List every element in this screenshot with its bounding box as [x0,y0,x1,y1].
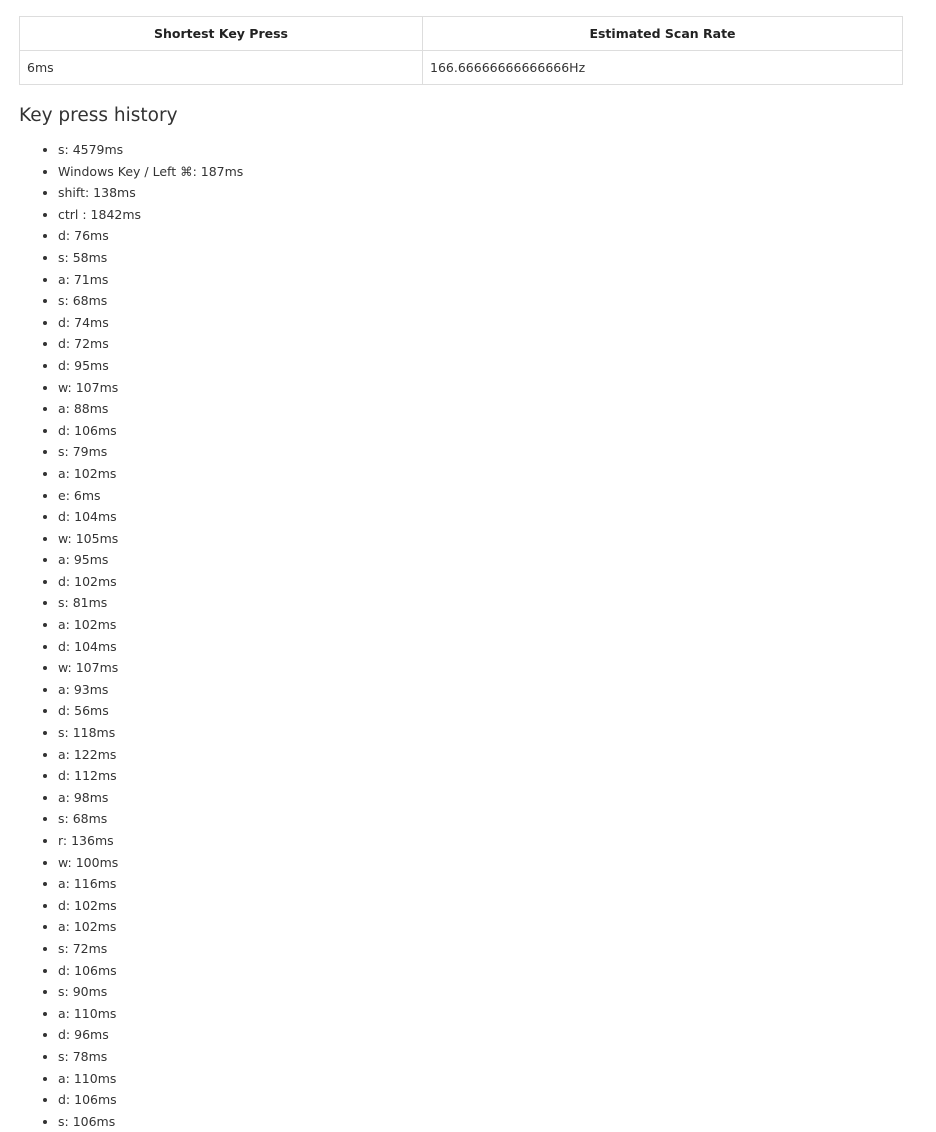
list-item: • a: 98ms [58,787,903,809]
header-shortest-key-press: Shortest Key Press [20,17,423,51]
list-item: • a: 93ms [58,679,903,701]
stats-table [19,16,903,85]
list-item: • a: 110ms [58,1003,903,1025]
list-item: • s: 78ms [58,1046,903,1068]
list-item: • s: 79ms [58,441,903,463]
list-item: • ctrl : 1842ms [58,204,903,226]
list-item: • d: 95ms [58,355,903,377]
list-item: • s: 106ms [58,1111,903,1132]
list-item: • s: 68ms [58,808,903,830]
list-item: • Windows Key / Left ⌘: 187ms [58,161,903,183]
stats-value-row [20,51,903,85]
list-item: • d: 96ms [58,1024,903,1046]
list-item: • a: 102ms [58,463,903,485]
list-item: • a: 116ms [58,873,903,895]
list-item: • s: 118ms [58,722,903,744]
list-item: • w: 100ms [58,852,903,874]
history-list [19,139,903,1132]
list-item: • a: 110ms [58,1068,903,1090]
list-item: • d: 102ms [58,895,903,917]
list-item: • d: 106ms [58,960,903,982]
list-item: • shift: 138ms [58,182,903,204]
list-item: • d: 74ms [58,312,903,334]
header-estimated-scan-rate: Estimated Scan Rate [423,17,903,51]
history-title: Key press history [19,105,178,126]
list-item: • s: 58ms [58,247,903,269]
list-item: • r: 136ms [58,830,903,852]
list-item: • d: 112ms [58,765,903,787]
shortest-key-press-value: 6ms [20,51,423,85]
list-item: • s: 90ms [58,981,903,1003]
list-item: • a: 71ms [58,269,903,291]
list-item: • a: 95ms [58,549,903,571]
list-item: • a: 88ms [58,398,903,420]
list-item: • d: 104ms [58,636,903,658]
list-item: • e: 6ms [58,485,903,507]
list-item: • d: 76ms [58,225,903,247]
list-item: • w: 107ms [58,657,903,679]
list-item: • s: 81ms [58,592,903,614]
list-item: • d: 104ms [58,506,903,528]
list-item: • d: 106ms [58,420,903,442]
list-item: • a: 122ms [58,744,903,766]
stats-header-row [20,17,903,51]
list-item: • w: 105ms [58,528,903,550]
list-item: • w: 107ms [58,377,903,399]
list-item: • d: 102ms [58,571,903,593]
list-item: • s: 68ms [58,290,903,312]
list-item: • a: 102ms [58,614,903,636]
list-item: • d: 72ms [58,333,903,355]
list-item: • s: 72ms [58,938,903,960]
list-item: • s: 4579ms [58,139,903,161]
estimated-scan-rate-value: 166.66666666666666Hz [423,51,903,85]
list-item: • a: 102ms [58,916,903,938]
list-item: • d: 56ms [58,700,903,722]
list-item: • d: 106ms [58,1089,903,1111]
